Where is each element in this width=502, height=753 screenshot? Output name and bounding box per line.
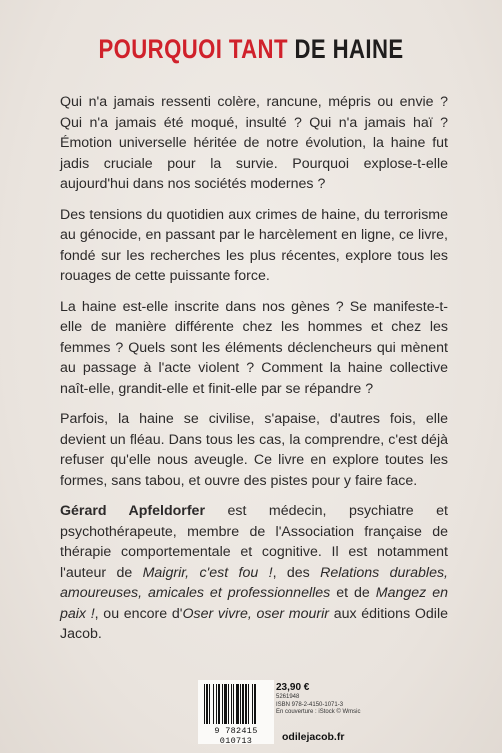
author-bio-text: , ou encore d' — [94, 605, 183, 622]
barcode-bars — [204, 684, 270, 724]
product-code: 5261948 — [276, 694, 300, 700]
blurb-paragraph: Qui n'a jamais ressenti colère, rancune, mépris ou envie ? Qui n'a jamais été moqué, insulté ? Qui n'a jamais haï ? Émotion universelle héritée de notre évolution, la haine fut jadis cruciale pour la survie. Pourquoi explose-t-elle aujourd'hui dans nos sociétés modernes ? — [60, 94, 448, 192]
publisher-website: odilejacob.fr — [282, 731, 345, 743]
blurb — [60, 92, 448, 655]
author-name: Gérard Apfeldorfer — [60, 503, 205, 519]
author-bio — [60, 501, 448, 645]
cover-credit: En couverture : iStock © Wmsic — [276, 709, 361, 715]
blurb-paragraph: La haine est-elle inscrite dans nos gènes ? Se manifeste-t-elle de manière différente chez les hommes et chez les femmes ? Quels sont les éléments déclencheurs qui mènent au passage à l'acte violent ? Comment la haine collective naît-elle, grandit-elle et finit-elle par se répandre ? — [60, 298, 448, 397]
book-reference: Oser vivre, oser mourir — [182, 605, 329, 622]
barcode — [198, 680, 274, 744]
book-reference: Mangez en paix ! — [60, 585, 448, 622]
title-part-red: POURQUOI TANT — [98, 34, 288, 64]
blurb-paragraph: Parfois, la haine se civilise, s'apaise, d'autres fois, elle devient un fléau. Dans tous les cas, la comprendre, c'est déjà refuser qu'elle nous aveugle. Ce livre en explore toutes les formes, sans tabou, et ouvre des pistes pour y faire face. — [60, 411, 448, 489]
book-reference: Maigrir, c'est fou ! — [142, 564, 273, 581]
blurb-paragraph: Des tensions du quotidien aux crimes de haine, du terrorisme au génocide, en passant par le harcèlement en ligne, ce livre, fondé sur les recherches les plus récentes, explore tous les rouages de cette puissante force. — [60, 206, 448, 284]
author-bio-text: est médecin, psychiatre et psychothérapeute, membre de l'Association française de thérapie comportementale et cognitive. Il est notamment l'auteur de — [60, 503, 448, 581]
barcode-bar — [256, 684, 257, 724]
barcode-number: 9 782415 010713 — [214, 726, 258, 746]
book-title — [45, 34, 457, 65]
price: 23,90 € — [276, 682, 310, 693]
author-bio-text: , des — [272, 564, 321, 581]
price-block — [276, 682, 436, 717]
author-bio-text: et de — [330, 585, 376, 601]
author-bio-text: aux éditions Odile Jacob. — [60, 605, 448, 642]
title-part-dark: DE HAINE — [294, 34, 404, 64]
isbn: ISBN 978-2-4150-1071-3 — [276, 701, 344, 708]
book-reference: Relations durables, amoureuses, amicales et professionnelles — [60, 564, 448, 601]
